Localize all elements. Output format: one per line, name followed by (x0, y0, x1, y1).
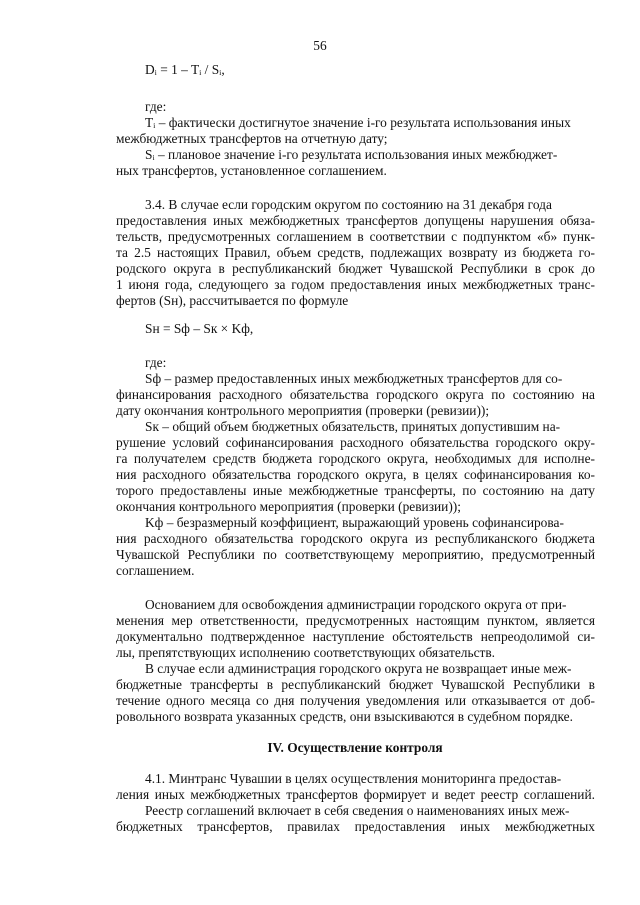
text-line: ровольного возврата указанных средств, они взыскиваются в судебном порядке. (116, 709, 573, 724)
text-line: родского округа в республиканский бюджет Чувашской Республики в срок до (116, 261, 595, 276)
text-line: фертов (Sн), рассчитывается по формуле (116, 293, 349, 308)
text-line: соглашением. (116, 563, 195, 578)
text-line: 1 июня года, следующего за годом предоставления иных межбюджетных транс- (116, 277, 595, 292)
text-line: рушение условий софинансирования расходного обязательства городского окру- (116, 435, 595, 450)
text-line: В случае если администрация городского округа не возвращает иные меж- (145, 661, 572, 676)
text-line: где: (145, 355, 167, 370)
text-line: документально подтвержденное наступление обстоятельств непреодолимой си- (116, 629, 595, 644)
text-line: Чувашской Республики по соответствующему мероприятию, предусмотренный (116, 547, 595, 562)
text-line: 3.4. В случае если городским округом по состоянию на 31 декабря года (145, 197, 552, 212)
page-number: 56 (313, 38, 327, 53)
text-line: Реестр соглашений включает в себя сведения о наименованиях иных меж- (145, 803, 570, 818)
text-line: окончания контрольного мероприятия (проверки (ревизии)); (116, 499, 461, 514)
text-line: та 2.5 настоящих Правил, объем средств, подлежащих возврату из бюджета го- (116, 245, 595, 260)
text-line: Основанием для освобождения администрации городского округа от при- (145, 597, 567, 612)
formula-sn: Sн = Sф – Sк × Kф, (145, 321, 254, 336)
text-line: торого предоставлены иные межбюджетные трансферты, по состоянию на дату (116, 483, 595, 498)
text-line: 4.1. Минтранс Чувашии в целях осуществления мониторинга предостав- (145, 771, 562, 786)
text-line: бюджетных трансфертов, правилах предоставления иных межбюджетных (116, 819, 595, 834)
text-line: предоставления иных межбюджетных трансфертов допущены нарушения обяза- (116, 213, 595, 228)
text-line: Kф – безразмерный коэффициент, выражающий уровень софинансирова- (145, 515, 564, 530)
text-line: Sф – размер предоставленных иных межбюджетных трансфертов для со- (145, 371, 563, 386)
formula-d: Dᵢ = 1 – Tᵢ / Sᵢ, (145, 62, 225, 77)
text-line: тельств, предусмотренных соглашением в соответствии с подпунктом «б» пунк- (116, 229, 595, 244)
text-line: дату окончания контрольного мероприятия (проверки (ревизии)); (116, 403, 490, 418)
text-line: где: (145, 99, 167, 114)
text-line: га получателем средств бюджета городского округа, необходимых для исполне- (116, 451, 595, 466)
section-heading: IV. Осуществление контроля (267, 740, 443, 755)
text-line: Sк – общий объем бюджетных обязательств, принятых допустившим на- (145, 419, 561, 434)
text-line: течение одного месяца со дня получения уведомления или отказывается от доб- (116, 693, 595, 708)
text-line: бюджетные трансферты в республиканский бюджет Чувашской Республики в (116, 677, 595, 692)
text-line: ния расходного обязательства городского округа, в целях софинансирования ко- (116, 467, 595, 482)
text-line: ных трансфертов, установленное соглашением. (116, 163, 387, 178)
text-line: ления иных межбюджетных трансфертов формирует и ведет реестр соглашений. (116, 787, 595, 802)
text-line: лы, препятствующих исполнению соответствующих обязательств. (116, 645, 496, 660)
text-line: межбюджетных трансфертов на отчетную дату; (116, 131, 388, 146)
text-line: Tᵢ – фактически достигнутое значение i-го результата использования иных (145, 115, 571, 130)
text-line: финансирования расходного обязательства городского округа по состоянию на (116, 387, 595, 402)
text-line: менения мер ответственности, предусмотренных настоящим пунктом, является (116, 613, 595, 628)
text-line: Sᵢ – плановое значение i-го результата использования иных межбюджет- (145, 147, 558, 162)
text-line: ния расходного обязательства городского округа из республиканского бюджета (116, 531, 595, 546)
